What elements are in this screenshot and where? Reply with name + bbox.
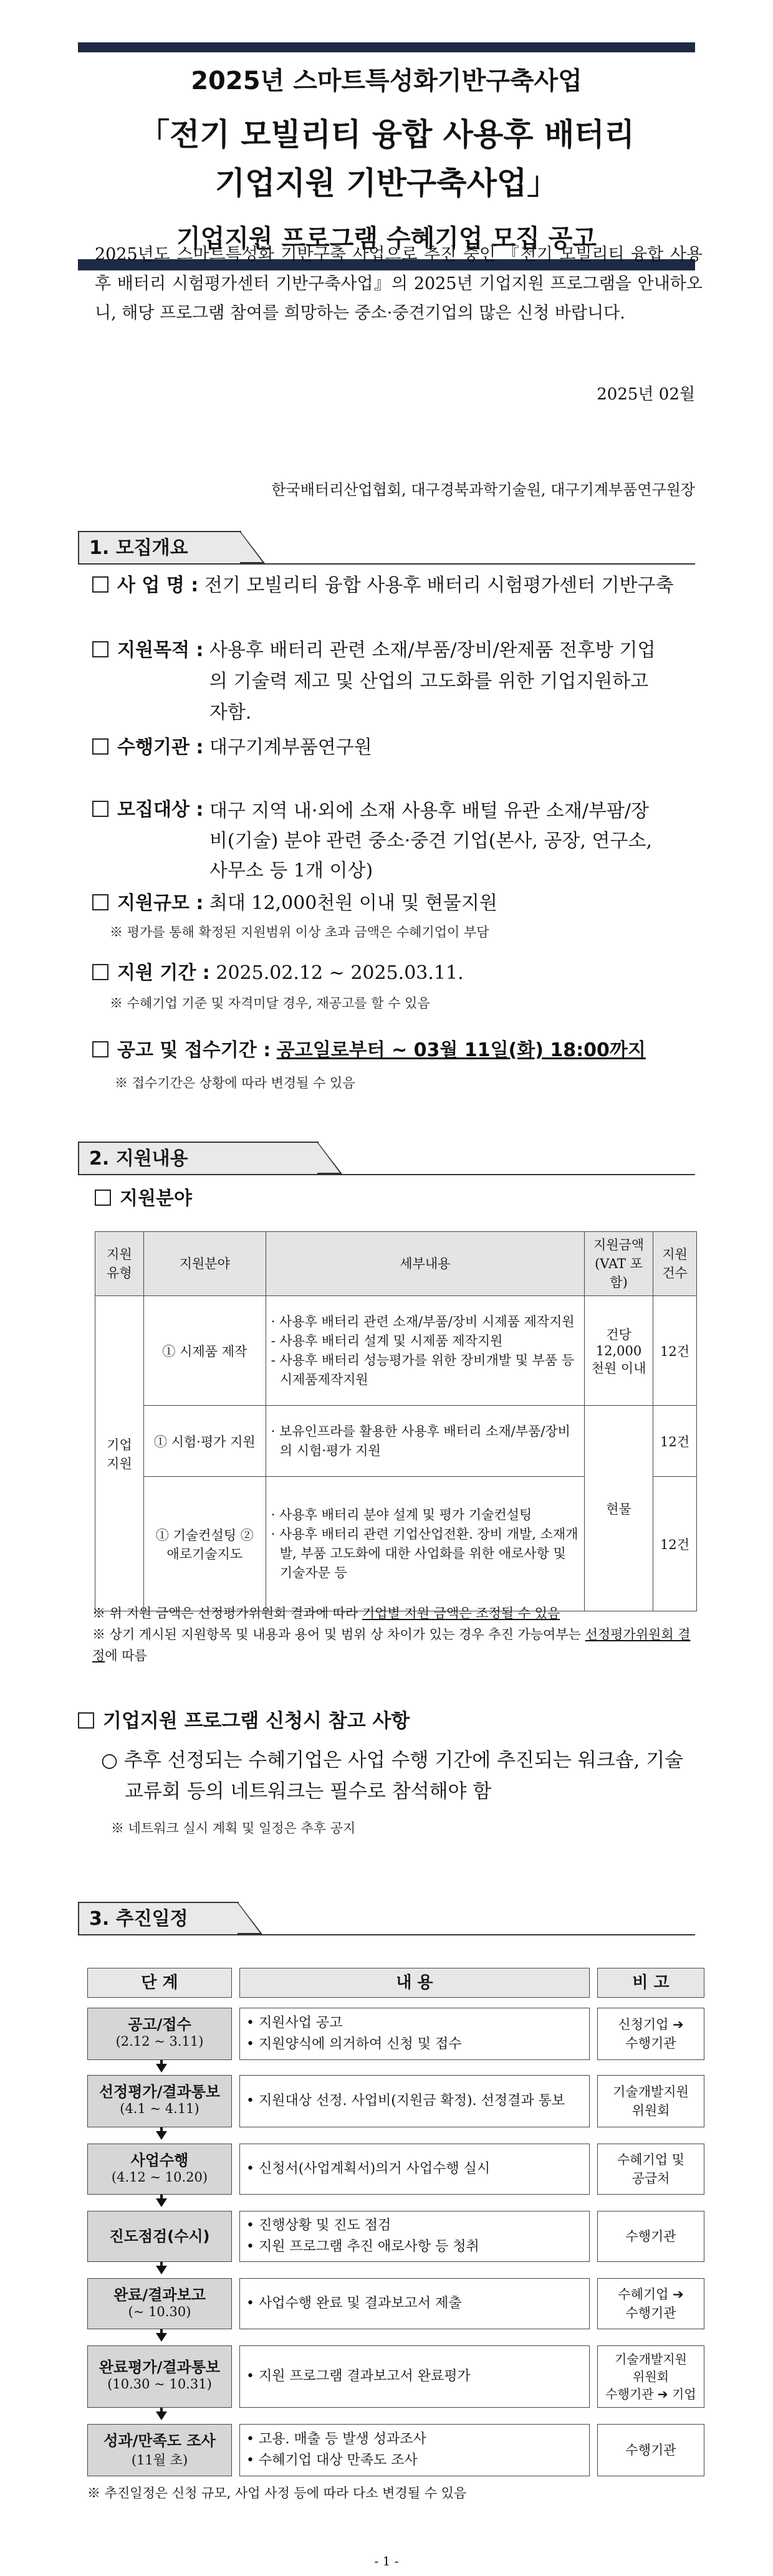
schedule-header-stage: 단 계 [87, 1968, 232, 1998]
detail-line: · 사용후 배터리 관련 소재/부품/장비 시제품 제작지원 [271, 1314, 575, 1329]
schedule-remark: 수행기관 [597, 2424, 704, 2476]
checkbox-icon [95, 1190, 111, 1206]
schedule-header-content: 내 용 [239, 1968, 590, 1998]
schedule-content: • 신청서(사업계획서)의거 사업수행 실시 [239, 2144, 590, 2195]
issuing-organizations: 한국배터리산업협회, 대구경북과학기술원, 대구기계부품연구원장 [271, 481, 695, 499]
table-row [95, 1296, 697, 1406]
support-note-2: ※ 상기 게시된 지원항목 및 내용과 용어 및 범위 상 차이가 있는 경우 추진 가능여부는 선정평가위원회 결정에 따름 [92, 1627, 691, 1663]
section2-title: 2. 지원내용 [78, 1142, 319, 1174]
down-arrow-icon [156, 2131, 167, 2140]
details-cell [266, 1406, 584, 1477]
purpose-value: 사용후 배터리 관련 소재/부품/장비/완제품 전후방 기업의 기술력 제고 및 산업의 고도화를 위한 기업지원하고자함. [209, 639, 656, 723]
schedule-stage: 선정평가/결과통보 (4.1 ~ 4.11) [87, 2075, 232, 2127]
notice-note: ※ 접수기간은 상황에 따라 변경될 수 있음 [115, 1076, 355, 1090]
schedule-content: • 사업수행 완료 및 결과보고서 제출 [239, 2278, 590, 2329]
schedule-stage: 진도점검(수시) [87, 2211, 232, 2262]
section3-title: 3. 추진일정 [78, 1902, 239, 1934]
checkbox-icon [92, 1041, 108, 1057]
title-block [78, 42, 695, 270]
agency-item: 수행기관 : 대구기계부품연구원 [92, 734, 697, 761]
title-line2a: 「전기 모빌리티 융합 사용후 배터리 [138, 117, 635, 153]
schedule-note: ※ 추진일정은 신청 규모, 사업 사정 등에 따라 다소 변경될 수 있음 [87, 2486, 467, 2501]
checkbox-icon [92, 576, 108, 593]
table-header-row [95, 1232, 697, 1296]
detail-line: - 사용후 배터리 설계 및 시제품 제작지원 [271, 1333, 503, 1348]
period-value: 2025.02.12 ~ 2025.03.11. [216, 962, 464, 984]
checkbox-icon [92, 738, 108, 755]
checkbox-icon [92, 894, 108, 910]
target-value: 대구 지역 내·외에 소재 사용후 배털 유관 소재/부팜/장비(기술) 분야 관련 중소·중견 기업(본사, 공장, 연구소, 사무소 등 1개 이상) [209, 800, 652, 882]
project-name-value: 전기 모빌리티 융합 사용후 배터리 시험평가센터 기반구축 [204, 575, 674, 596]
field-cell: ① 시제품 제작 [143, 1296, 266, 1406]
support-note-1: ※ 위 지원 금액은 선정평가위원회 결과에 따라 기업별 지원 금액은 조정될 수 있음 [92, 1606, 560, 1621]
table-header-cell: 지원 건수 [653, 1232, 697, 1296]
schedule-stage: 완료평가/결과통보 (10.30 ~ 10.31) [87, 2345, 232, 2408]
detail-line: · 사용후 배터리 관련 기업산업전환. 장비 개발, 소재개발, 부품 고도화에 대한 사업화를 위한 애로사항 및 기술자문 등 [271, 1526, 579, 1580]
details-cell [266, 1477, 584, 1611]
scale-note: ※ 평가를 통해 확정된 지원범위 이상 초과 금액은 수혜기업이 부담 [110, 925, 489, 940]
schedule-content: • 지원사업 공고 • 지원양식에 의거하여 신청 및 접수 [239, 2008, 590, 2060]
period-note: ※ 수혜기업 기준 및 자격미달 경우, 재공고를 할 수 있음 [110, 996, 430, 1011]
scale-value: 최대 12,000천원 이내 및 현물지원 [209, 892, 497, 914]
checkbox-icon [92, 641, 108, 657]
schedule-content: • 고용. 매출 등 발생 성과조사 • 수혜기업 대상 만족도 조사 [239, 2424, 590, 2476]
down-arrow-icon [156, 2064, 167, 2073]
schedule-stage: 공고/접수 (2.12 ~ 3.11) [87, 2008, 232, 2060]
period-item: 지원 기간 : 2025.02.12 ~ 2025.03.11. [92, 960, 697, 987]
support-table [95, 1231, 697, 1611]
notice-value: 공고일로부터 ~ 03월 11일(화) 18:00까지 [276, 1039, 646, 1061]
schedule-header-remark: 비 고 [597, 1968, 704, 1998]
schedule-content: • 지원대상 선정. 사업비(지원금 확정). 선정결과 통보 [239, 2075, 590, 2127]
title-line3: 기업지원 프로그램 수혜기업 모집 공고 [176, 224, 597, 253]
schedule-remark: 수행기관 [597, 2211, 704, 2262]
down-arrow-icon [156, 2198, 167, 2207]
detail-line: · 보유인프라를 활용한 사용후 배터리 소재/부품/장비의 시험·평가 지원 [271, 1423, 570, 1458]
down-arrow-icon [156, 2266, 167, 2274]
schedule-remark: 신청기업 ➔ 수행기관 [597, 2008, 704, 2060]
checkbox-icon [92, 964, 108, 980]
table-row [95, 1406, 697, 1477]
down-arrow-icon [156, 2411, 167, 2420]
schedule-stage: 성과/만족도 조사 (11월 초) [87, 2424, 232, 2476]
schedule-content: • 진행상황 및 진도 점검 • 지원 프로그램 추진 애로사항 등 청취 [239, 2211, 590, 2262]
checkbox-icon [78, 1712, 94, 1729]
count-cell: 12건 [653, 1406, 697, 1477]
section1-title: 1. 모집개요 [78, 531, 241, 563]
page-number: - 1 - [374, 2554, 399, 2569]
amount-cell: 현물 [585, 1406, 653, 1611]
table-header-cell: 세부내용 [266, 1232, 584, 1296]
table-header-cell: 지원 유형 [95, 1232, 144, 1296]
details-cell [266, 1296, 584, 1406]
schedule-remark: 기술개발지원 위원회 수행기관 ➔ 기업 [597, 2345, 704, 2408]
notice-item: 공고 및 접수기간 : 공고일로부터 ~ 03월 11일(화) 18:00까지 [92, 1037, 697, 1064]
detail-line: - 사용후 배터리 성능평가를 위한 장비개발 및 부품 등 시제품제작지원 [271, 1352, 575, 1387]
schedule-remark: 기술개발지원 위원회 [597, 2075, 704, 2127]
scale-item: 지원규모 : 최대 12,000천원 이내 및 현물지원 [92, 890, 697, 917]
reference-heading: 기업지원 프로그램 신청시 참고 사항 [78, 1707, 683, 1735]
schedule-content: • 지원 프로그램 결과보고서 완료평가 [239, 2345, 590, 2408]
support-field-heading: 지원분야 [95, 1185, 699, 1213]
count-cell: 12건 [653, 1477, 697, 1611]
down-arrow-icon [156, 2333, 167, 2342]
title-rule-top [78, 42, 695, 52]
intro-paragraph: 2025년도 스마트특성화 기반구축 사업으로 추진 중인 『전기 모빌리티 융합 사용후 배터리 시험평가센터 기반구축사업』의 2025년 기업지원 프로그램을 안내하오니, 해당 프로그램 참여를 희망하는 중소·중견기업의 많은 신청 바랍니다. [95, 245, 703, 323]
notice-date: 2025년 02월 [597, 385, 695, 404]
target-item: 모집대상 : 대구 지역 내·외에 소재 사용후 배털 유관 소재/부팜/장비(기술) 분야 관련 중소·중견 기업(본사, 공장, 연구소, 사무소 등 1개 이상) [92, 796, 697, 886]
support-type-cell: 기업 지원 [95, 1296, 144, 1611]
reference-text: ○ 추후 선정되는 수혜기업은 사업 수행 기간에 추진되는 워크숍, 기술교류회 등의 네트워크는 필수로 참석해야 함 [101, 1749, 684, 1803]
schedule-stage: 완료/결과보고 (~ 10.30) [87, 2278, 232, 2329]
agency-value: 대구기계부품연구원 [209, 737, 372, 758]
reference-note: ※ 네트워크 실시 계획 및 일정은 추후 공지 [111, 1821, 356, 1836]
count-cell: 12건 [653, 1296, 697, 1406]
title-line1: 2025년 스마트특성화기반구축사업 [191, 67, 582, 95]
schedule-remark: 수혜기업 및 공급처 [597, 2144, 704, 2195]
schedule-stage: 사업수행 (4.12 ~ 10.20) [87, 2144, 232, 2195]
amount-cell: 건당 12,000 천원 이내 [585, 1296, 653, 1406]
purpose-item: 지원목적 : 사용후 배터리 관련 소재/부품/장비/완제품 전후방 기업의 기술력 제고 및 산업의 고도화를 위한 기업지원하고자함. [92, 637, 697, 728]
title-line2 [78, 110, 695, 208]
project-name-item: 사 업 명 : 전기 모빌리티 융합 사용후 배터리 시험평가센터 기반구축 [92, 572, 697, 599]
checkbox-icon [92, 801, 108, 817]
title-line2b: 기업지원 기반구축사업」 [214, 165, 559, 201]
schedule-remark: 수혜기업 ➔ 수행기관 [597, 2278, 704, 2329]
field-cell: ① 기술컨설팅 ② 애로기술지도 [143, 1477, 266, 1611]
detail-line: · 사용후 배터리 분야 설계 및 평가 기술컨설팅 [271, 1507, 532, 1522]
table-header-cell: 지원금액 (VAT 포함) [585, 1232, 653, 1296]
field-cell: ① 시험·평가 지원 [143, 1406, 266, 1477]
table-header-cell: 지원분야 [143, 1232, 266, 1296]
